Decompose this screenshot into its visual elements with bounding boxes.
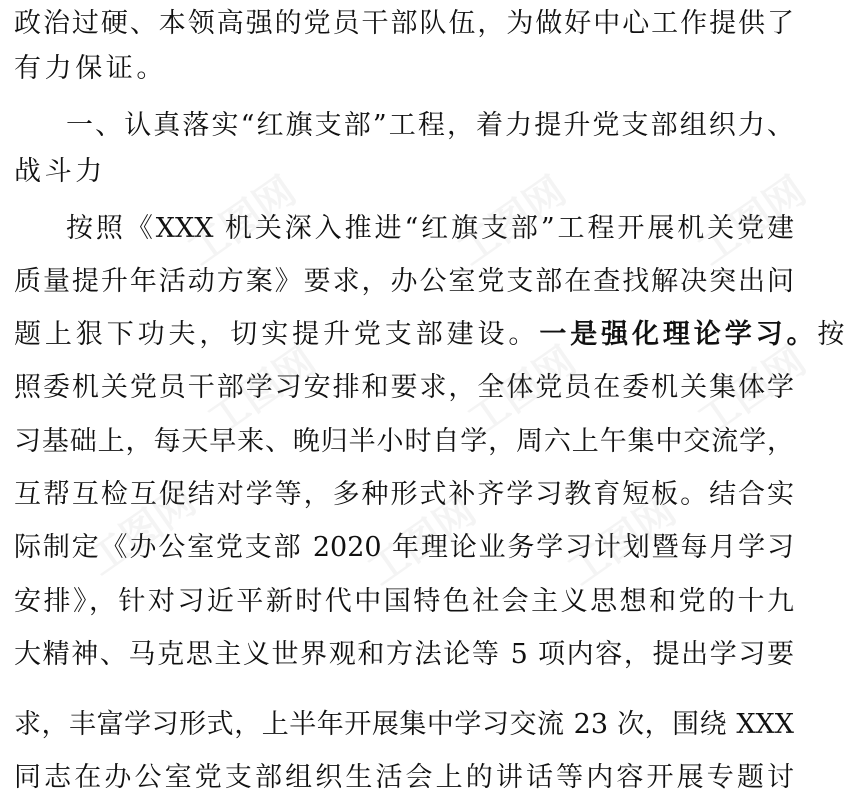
watermark: 工图网: [79, 478, 205, 585]
watermark: 工图网: [179, 168, 305, 275]
paragraph-line: 际制定《办公室党支部 2020 年理论业务学习计划暨每月学习: [14, 532, 794, 563]
paragraph-line: 大精神、马克思主义世界观和方法论等 5 项内容，提出学习要: [14, 639, 794, 670]
paragraph-text: 题上狠下功夫，切实提升党支部建设。: [14, 319, 540, 350]
paragraph-line: 有力保证。: [14, 53, 167, 84]
watermark: 工图网: [689, 168, 815, 275]
section-heading-line: 战斗力: [14, 156, 106, 187]
paragraph-line: 同志在办公室党支部组织生活会上的讲话等内容开展专题讨: [14, 762, 794, 793]
paragraph-line: 习基础上，每天早来、晚归半小时自学，周六上午集中交流学，: [14, 426, 794, 457]
bold-emphasis-text: 一是强化理论学习。: [539, 319, 818, 350]
watermark: 工图网: [559, 488, 685, 595]
watermark: 工图网: [459, 338, 585, 445]
watermark: 工图网: [199, 338, 325, 445]
paragraph-line: 安排》，针对习近平新时代中国特色社会主义思想和党的十九: [14, 586, 794, 617]
section-heading-line: 一、认真落实“红旗支部”工程，着力提升党支部组织力、: [66, 110, 794, 141]
watermark: 工图网: [689, 338, 815, 445]
paragraph-text: 按: [817, 319, 848, 350]
paragraph-line: 政治过硬、本领高强的党员干部队伍，为做好中心工作提供了: [14, 8, 794, 39]
watermark: 工图网: [449, 168, 575, 275]
paragraph-line: 互帮互检互促结对学等，多种形式补齐学习教育短板。结合实: [14, 479, 794, 510]
paragraph-line: [14, 313, 848, 357]
paragraph-line: 照委机关党员干部学习安排和要求，全体党员在委机关集体学: [14, 372, 794, 403]
paragraph-line: 按照《XXX 机关深入推进“红旗支部”工程开展机关党建: [66, 213, 794, 244]
watermark: 工图网: [359, 488, 485, 595]
paragraph-line: 求，丰富学习形式，上半年开展集中学习交流 23 次，围绕 XXX: [14, 709, 794, 740]
paragraph-line: 质量提升年活动方案》要求，办公室党支部在查找解决突出问: [14, 266, 794, 297]
